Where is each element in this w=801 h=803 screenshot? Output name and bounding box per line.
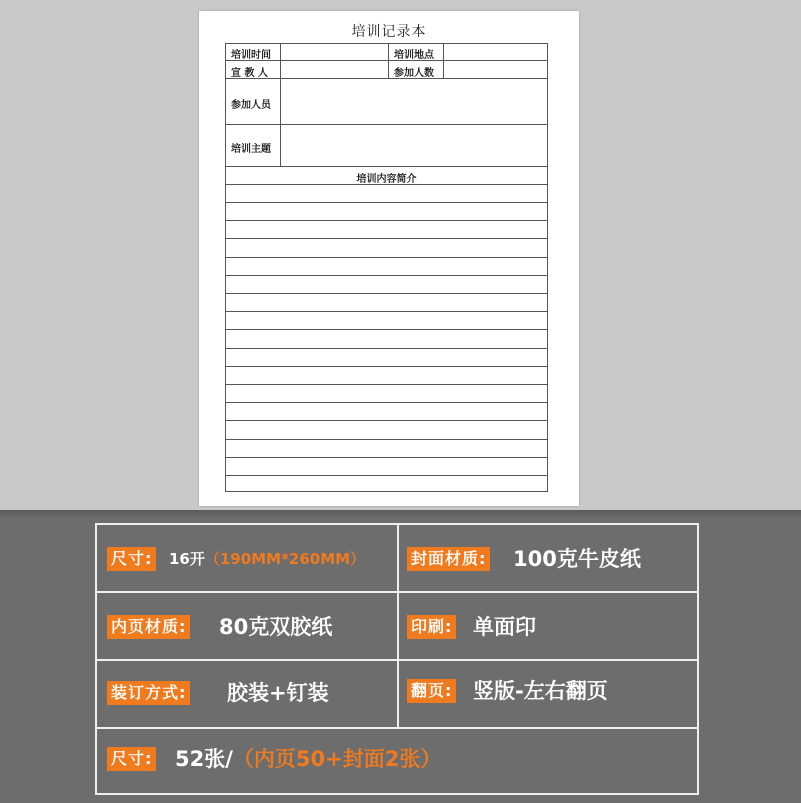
spec-row (95, 523, 699, 593)
label-content-summary: 培训内容简介 (356, 174, 417, 185)
spec-printing (399, 593, 699, 659)
spec-label: 印刷: (407, 615, 456, 639)
spec-value: 竖版-左右翻页 (473, 679, 608, 703)
writing-line (226, 293, 547, 294)
writing-line (226, 384, 547, 385)
spec-inner-material (97, 593, 397, 659)
writing-line (226, 257, 547, 258)
spec-row (95, 593, 699, 661)
writing-line (226, 439, 547, 440)
writing-line (226, 348, 547, 349)
writing-line (226, 402, 547, 403)
spec-size (97, 525, 397, 591)
spec-value: 胶装+钉装 (227, 681, 329, 705)
label-training-location: 培训地点 (394, 50, 434, 61)
form-divider (443, 44, 444, 78)
record-form (225, 43, 548, 492)
writing-line (226, 457, 547, 458)
spec-panel (0, 510, 801, 803)
writing-line (226, 311, 547, 312)
writing-line (226, 329, 547, 330)
spec-value: 52张/（内页50+封面2张） (175, 747, 442, 771)
spec-value: 80克双胶纸 (219, 615, 333, 639)
spec-value: 单面印 (473, 615, 536, 639)
form-divider (226, 78, 547, 79)
writing-line (226, 275, 547, 276)
spec-value: 100克牛皮纸 (513, 547, 641, 571)
writing-line (226, 238, 547, 239)
writing-line (226, 220, 547, 221)
writing-line (226, 202, 547, 203)
form-divider (226, 166, 547, 167)
spec-label: 封面材质: (407, 547, 490, 571)
writing-line (226, 366, 547, 367)
spec-cover-material (399, 525, 699, 591)
label-participant-count: 参加人数 (394, 68, 434, 79)
spec-binding (97, 661, 397, 727)
spec-row (95, 661, 699, 729)
form-divider (226, 60, 547, 61)
spec-label: 内页材质: (107, 615, 190, 639)
form-divider (226, 124, 547, 125)
spec-row (95, 729, 699, 795)
writing-line (226, 420, 547, 421)
page-title: 培训记录本 (351, 24, 427, 40)
label-training-topic: 培训主题 (231, 144, 271, 155)
form-divider (388, 44, 389, 78)
label-training-time: 培训时间 (231, 50, 271, 61)
spec-label: 装订方式: (107, 681, 190, 705)
notebook-page-preview (199, 11, 579, 506)
label-participants: 参加人员 (231, 100, 271, 111)
spec-sheets (97, 729, 697, 793)
spec-value: 16开（190MM*260MM） (169, 550, 366, 568)
spec-label: 翻页: (407, 679, 456, 703)
label-lecturer: 宣 教 人 (231, 68, 268, 79)
form-divider (280, 44, 281, 166)
writing-line (226, 475, 547, 476)
spec-label: 尺寸: (107, 747, 156, 771)
spec-label: 尺寸: (107, 547, 156, 571)
spec-page-turn (399, 661, 699, 727)
